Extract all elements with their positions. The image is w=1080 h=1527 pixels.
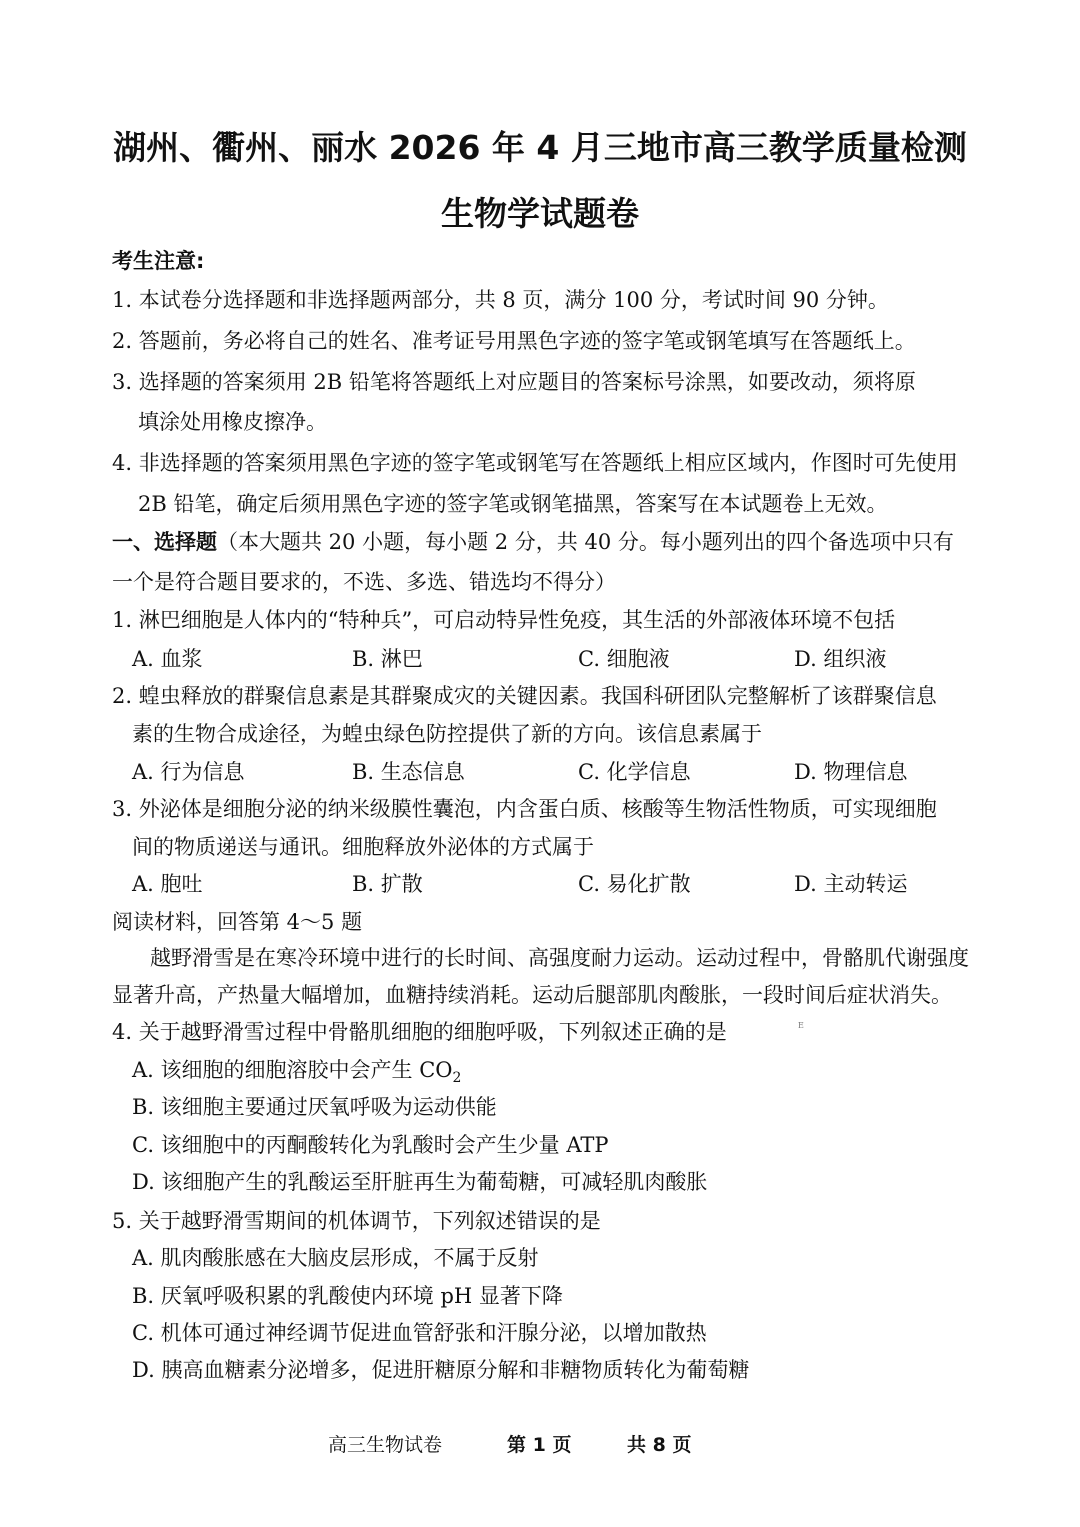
section-1-header [112,526,972,556]
notice-item-4: 4. 非选择题的答案须用黑色字迹的签字笔或钢笔写在答题纸上相应区域内，作图时可先使用 [112,451,958,475]
question-5-option-c: C. 机体可通过神经调节促进血管舒张和汗腺分泌，以增加散热 [132,1321,707,1345]
question-2-stem-cont: 素的生物合成途径，为蝗虫绿色防控提供了新的方向。该信息素属于 [132,722,762,746]
question-4-option-a: A. 该细胞的细胞溶胶中会产生 $CO_2$ [132,1058,462,1087]
question-4-option-d: D. 该细胞产生的乳酸运至肝脏再生为葡萄糖，可减轻肌肉酸胀 [132,1170,708,1194]
question-2-option-c: C. 化学信息 [578,760,691,784]
question-1-option-a: A. 血浆 [132,647,203,671]
question-3-stem: 3. 外泌体是细胞分泌的纳米级膜性囊泡，内含蛋白质、核酸等生物活性物质，可实现细胞 [112,797,937,821]
notice-item-3: 3. 选择题的答案须用 2B 铅笔将答题纸上对应题目的答案标号涂黑，如要改动，须将原 [112,370,916,394]
exam-subtitle: 生物学试题卷 [441,194,639,233]
question-5-option-b: B. 厌氧呼吸积累的乳酸使内环境 pH 显著下降 [132,1284,563,1308]
notice-item-2: 2. 答题前，务必将自己的姓名、准考证号用黑色字迹的签字笔或钢笔填写在答题纸上。 [112,329,916,353]
question-1-option-d: D. 组织液 [794,647,887,671]
question-3-option-b: B. 扩散 [352,872,423,896]
question-4-option-c: C. 该细胞中的丙酮酸转化为乳酸时会产生少量 ATP [132,1133,609,1157]
question-5-stem: 5. 关于越野滑雪期间的机体调节，下列叙述错误的是 [112,1209,601,1233]
question-4-option-b: B. 该细胞主要通过厌氧呼吸为运动供能 [132,1095,497,1119]
question-2-option-d: D. 物理信息 [794,760,908,784]
footer-exam-name: 高三生物试卷 [328,1434,443,1456]
question-3-option-a: A. 胞吐 [132,872,203,896]
question-3-option-d: D. 主动转运 [794,872,908,896]
section-1-desc-cont: 一个是符合题目要求的，不选、多选、错选均不得分） [112,570,616,594]
question-5-option-d: D. 胰高血糖素分泌增多，促进肝糖原分解和非糖物质转化为葡萄糖 [132,1358,750,1382]
question-1-option-c: C. 细胞液 [578,647,670,671]
footer-total-pages: 共 8 页 [627,1434,692,1456]
question-5-option-a: A. 肌肉酸胀感在大脑皮层形成，不属于反射 [132,1246,539,1270]
section-1-desc: （本大题共 20 小题，每小题 2 分，共 40 分。每小题列出的四个备选项中只有 [217,530,954,554]
reading-paragraph: 越野滑雪是在寒冷环境中进行的长时间、高强度耐力运动。运动过程中，骨骼肌代谢强度 [150,946,969,970]
reading-intro: 阅读材料，回答第 4～5 题 [112,910,363,934]
question-3-option-c: C. 易化扩散 [578,872,691,896]
question-4-stem: 4. 关于越野滑雪过程中骨骼肌细胞的细胞呼吸，下列叙述正确的是 [112,1020,727,1044]
question-2-option-b: B. 生态信息 [352,760,465,784]
question-2-option-a: A. 行为信息 [132,760,245,784]
section-1-heading: 一、选择题 [112,530,217,554]
stray-mark: E [798,1021,804,1030]
question-3-stem-cont: 间的物质递送与通讯。细胞释放外泌体的方式属于 [132,835,594,859]
notice-item-1: 1. 本试卷分选择题和非选择题两部分，共 8 页，满分 100 分，考试时间 90 分钟。 [112,288,889,312]
exam-title: 湖州、衢州、丽水 2026 年 4 月三地市高三教学质量检测 [113,128,967,167]
question-2-stem: 2. 蝗虫释放的群聚信息素是其群聚成灾的关键因素。我国科研团队完整解析了该群聚信息 [112,684,937,708]
notice-item-4-cont: 2B 铅笔，确定后须用黑色字迹的签字笔或钢笔描黑，答案写在本试题卷上无效。 [138,492,888,516]
question-1-stem: 1. 淋巴细胞是人体内的“特种兵”，可启动特异性免疫，其生活的外部液体环境不包括 [112,608,896,632]
notice-item-3-cont: 填涂处用橡皮擦净。 [138,410,327,434]
reading-paragraph-cont: 显著升高，产热量大幅增加，血糖持续消耗。运动后腿部肌肉酸胀，一段时间后症状消失。 [112,983,952,1007]
question-1-option-b: B. 淋巴 [352,647,423,671]
footer-page-number: 第 1 页 [507,1434,572,1456]
notice-heading: 考生注意: [112,249,205,273]
